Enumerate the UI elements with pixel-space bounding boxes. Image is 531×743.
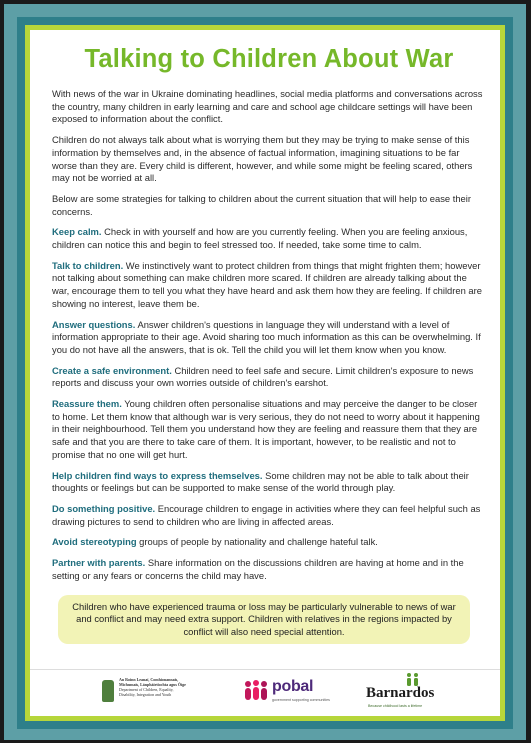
strategy-text: Encourage children to engage in activities where they can feel helpful such as drawing pictures to send to children who are living in affected areas. xyxy=(52,502,481,527)
department-name xyxy=(119,678,223,698)
poster-sheet xyxy=(30,30,500,716)
poster-inner-frame xyxy=(17,17,513,729)
strategy-lead: Talk to children. xyxy=(52,259,124,271)
strategy-talk-to-children xyxy=(52,260,486,311)
strategy-keep-calm xyxy=(52,226,486,251)
strategy-lead: Keep calm. xyxy=(52,226,102,238)
poster-green-border xyxy=(25,25,505,721)
strategy-reassure-them xyxy=(52,398,486,462)
department-line: Míchumais, Lánpháirtíochta agus Óige xyxy=(119,681,186,687)
strategy-text: Some children may not be able to talk about their thoughts or feelings but can be supported to make sense of the world through play. xyxy=(52,469,469,494)
intro-paragraph-3: Below are some strategies for talking to children about the current situation that will help to ease their concerns. xyxy=(52,192,471,217)
strategy-partner-with-parents xyxy=(52,557,486,582)
barnardos-figures-icon xyxy=(404,672,422,686)
strategy-answer-questions xyxy=(52,319,486,357)
barnardos-tagline: Because childhood lasts a lifetime xyxy=(368,704,423,708)
intro-paragraph-1: With news of the war in Ukraine dominating headlines, social media platforms and conversations across the country, many children in early learning and care and school age childcare settings will have been exposed to information about the conflict. xyxy=(52,88,483,125)
barnardos-logo xyxy=(360,672,480,712)
pobal-people-icon xyxy=(242,678,270,702)
intro-paragraph-2: Children do not always talk about what is worrying them but they may be trying to make sense of this information by themselves and, in the absence of factual information, imagining situations to be far worse than they are. Every child is different, however, and while some might be feeling scared, others may not be worried at all. xyxy=(52,134,473,184)
page-title: Talking to Children About War xyxy=(84,45,454,73)
barnardos-wordmark: Barnardos xyxy=(366,685,435,701)
department-logo xyxy=(102,676,222,710)
pobal-wordmark: pobal xyxy=(272,678,314,695)
strategy-do-something-positive xyxy=(52,503,486,528)
pobal-logo xyxy=(242,676,342,710)
strategy-text: Children need to feel safe and secure. Limit children's exposure to news reports and discuss your own worries outside of children's earshot. xyxy=(52,364,474,389)
harp-icon xyxy=(102,680,114,702)
strategy-avoid-stereotyping xyxy=(52,536,486,549)
department-line: Department of Children, Equality, xyxy=(119,686,174,692)
strategy-lead: Avoid stereotyping xyxy=(52,536,137,548)
logo-strip xyxy=(30,669,500,716)
poster-outer-frame xyxy=(4,4,526,740)
strategy-lead: Partner with parents. xyxy=(52,557,146,569)
department-line: An Roinn Leanaí, Comhionannais, xyxy=(119,677,179,682)
strategy-express-themselves xyxy=(52,470,486,495)
pobal-tagline: government supporting communities xyxy=(272,698,330,702)
strategy-safe-environment xyxy=(52,365,486,390)
vulnerable-children-callout: Children who have experienced trauma or loss may be particularly vulnerable to news of war and conflict and may need extra support. Children with relatives in the regions impacted by conflict will also need special attention. xyxy=(58,595,470,645)
strategy-lead: Help children find ways to express themselves. xyxy=(52,469,263,481)
strategy-text: We instinctively want to protect children from things that might frighten them; however not talking about something can make children more scared. If children are already talking about the war, encourage them to tell you what they have heard and ask them how they are feeling. If children are showing no interest, leave them be. xyxy=(52,259,482,309)
department-line: Disability, Integration and Youth xyxy=(119,691,172,697)
strategy-text: Share information on the discussions children are having at home and in the setting or any fears or concerns the child may have. xyxy=(52,557,464,581)
strategy-lead: Reassure them. xyxy=(52,398,122,410)
strategy-text: Young children often personalise situations and may perceive the danger to be closer to home. Let them know that although war is very serious, they do not need to worry about it happening in their neighbourhood. Tell them you understand how they are feeling and reassure them that they are safe and that you are there to take care of them. It is important, however, to be realistic and not to promise that no one will get hurt. xyxy=(52,398,480,460)
strategy-text: groups of people by nationality and challenge hateful talk. xyxy=(136,536,378,548)
strategy-text: Answer children's questions in language they will understand with a level of information appropriate to their age. Avoid sharing too much information as this can be overwhelming. If you do not have all the answers, that is ok. Tell the child you will let them know when you know. xyxy=(52,318,481,355)
strategy-text: Check in with yourself and how are you currently feeling. When you are feeling anxious, children can notice this and begin to feel stressed too. If needed, take some time to calm. xyxy=(52,226,468,251)
strategy-lead: Answer questions. xyxy=(52,318,136,330)
strategy-lead: Do something positive. xyxy=(52,502,156,514)
strategy-lead: Create a safe environment. xyxy=(52,364,172,376)
